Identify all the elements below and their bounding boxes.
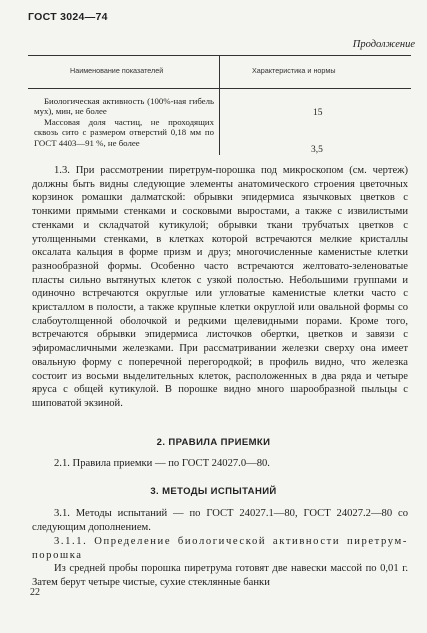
paragraph-sample: Из средней пробы порошка пиретрума готовят две навески массой по 0,01 г. Затем берут четыре чистые, сухие стеклянные банки — [32, 563, 408, 588]
table-header-name: Наименование показателей — [70, 66, 164, 75]
page-number: 22 — [30, 587, 40, 598]
paragraph-3-1: 3.1. Методы испытаний — по ГОСТ 24027.1—80, ГОСТ 24027.2—80 со следующим дополнением. — [32, 508, 408, 533]
table-row-value: 3,5 — [311, 145, 323, 155]
paragraph-1-3: 1.3. При рассмотрении пиретрум-порошка под микроскопом (см. чертеж) должны быть видны следующие элементы анатомического строения цветочных корзинок ромашки далматской: обрывки эпидермиса язычковых цветков с тонкими прямыми стенками и сосковыми выростами, а также с извилистыми стенками и складчатой кутикулой; обрывки ткани трубчатых цветков с утолщенными стенками, в клетках которой встречаются мелкие кристаллы оксалата кальция в форме призм и друз; многочисленные каменистые клетки разнообразной формы. Особенно часто встречаются желтовато-зеленоватые пласты сильно вытянутых клеток с узкой полостью. Небольшими группами и одиночно встречаются округлые или угловатые каменистые клетки часто с кристаллом в полости, а также крупные клетки округлой или овальной формы со слабоутолщенной оболочкой и редкими щелевидными порами. Кроме того, встречаются обрывки эпидермиса листочков обертки, цветков и завязи с эфиромасличными железками. При рассматривании железки сверху она имеет овальную форму с поперечной перегородкой; в профиль видно, что железка состоит из восьми выделительных клеток, расположенных в два ряда и четыре яруса с общей кутикулой. В порошке видно много шарообразной пыльцы с шиповатой экзиной. — [32, 165, 408, 409]
continuation-label: Продолжение — [352, 39, 415, 50]
section-2-title: 2. ПРАВИЛА ПРИЕМКИ — [156, 437, 271, 448]
table-row-name: Биологическая активность (100%-ная гибель мух), мин, не более — [34, 96, 214, 117]
section-3-title: 3. МЕТОДЫ ИСПЫТАНИЙ — [150, 486, 277, 497]
table-row-value: 15 — [313, 108, 323, 118]
table-header-norm: Характеристика и нормы — [252, 66, 336, 75]
paragraph-2-1: 2.1. Правила приемки — по ГОСТ 24027.0—80. — [54, 458, 270, 469]
table-row-name: Массовая доля частиц, не проходящих сквозь сито с размером отверстий 0,18 мм по ГОСТ 4403—91 %, не более — [34, 117, 214, 148]
standard-code: ГОСТ 3024—74 — [28, 11, 108, 23]
table-column-divider — [219, 55, 220, 155]
paragraph-3-1-1: 3.1.1. Определение биологической активности пиретрум-порошка — [32, 536, 408, 561]
